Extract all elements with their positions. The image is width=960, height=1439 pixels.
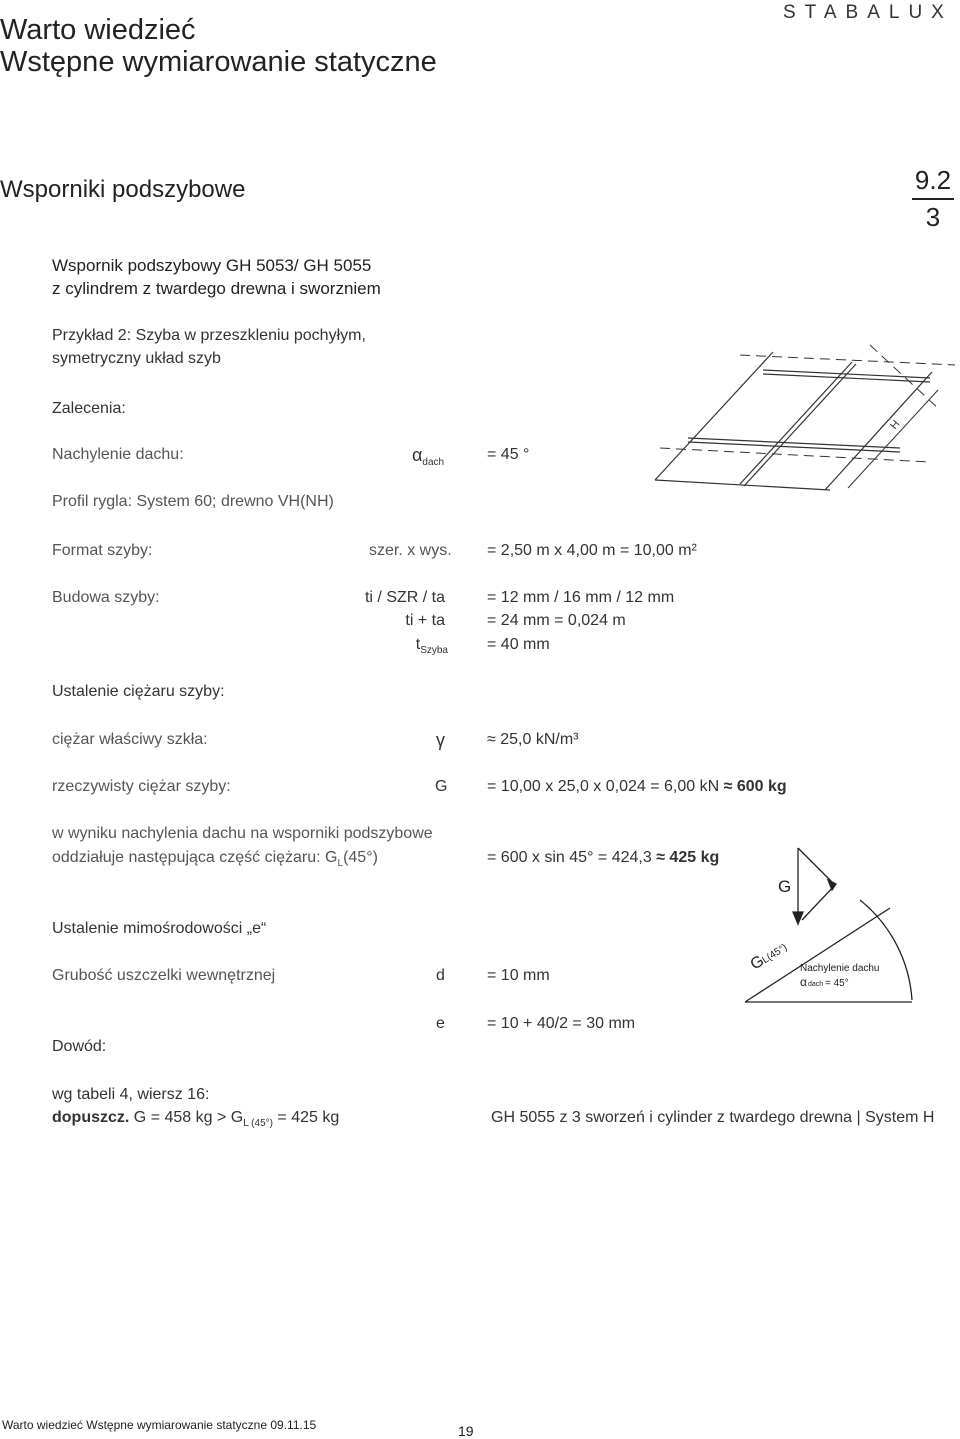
build-layers-value: = 12 mm / 16 mm / 12 mm (487, 589, 675, 606)
build-label: Budowa szyby: (52, 589, 160, 606)
middle-frame-line-2 (744, 364, 856, 486)
gasket-label: Grubość uszczelki wewnętrznej (52, 967, 276, 984)
alpha-caption-sub: dach (808, 981, 824, 988)
angle-arc (860, 900, 912, 1000)
proof-result-tail: = 425 kg (277, 1109, 340, 1126)
roof-slope-caption: Nachylenie dachu (800, 963, 880, 974)
format-dimension-label: szer. x wys. (369, 542, 452, 559)
build-layers-label: ti / SZR / ta (364, 589, 445, 606)
eccentricity-heading: Ustalenie mimośrodowości „e“ (52, 920, 267, 937)
right-frame-line (825, 372, 932, 490)
footer-date: 09.11.15 (270, 1418, 317, 1432)
gl-subscript: L(45°) (760, 942, 790, 967)
header-title-line1: Warto wiedzieć (0, 14, 196, 46)
section-title: Wsporniki podszybowe (0, 176, 246, 203)
gravity-arrowhead (793, 912, 803, 924)
triangle-side-edge (802, 885, 835, 920)
partial-weight-angle: (45°) (343, 849, 378, 866)
footer-text (2, 1418, 316, 1432)
proof-table-reference: wg tabeli 4, wiersz 16: (52, 1086, 210, 1103)
header-title-line2: Wstępne wymiarowanie statyczne (0, 46, 437, 78)
example-line2: symetryczny układ szyb (52, 350, 221, 367)
weight-heading: Ustalenie ciężaru szyby: (52, 683, 225, 700)
alpha-subscript: dach (422, 457, 445, 468)
footer-subtitle: Wstępne wymiarowanie statyczne (86, 1418, 268, 1432)
subtitle-line2: z cylindrem z twardego drewna i sworzniem (52, 279, 381, 298)
roof-slope-symbol (412, 445, 444, 468)
thickness-symbol: t (415, 636, 421, 653)
partial-weight-text: oddziałuje następująca część ciężaru: G (52, 849, 338, 866)
proof-result (52, 1109, 339, 1129)
component-arrowhead (828, 880, 836, 890)
grid-dim-label: H (888, 418, 903, 432)
gasket-symbol: d (436, 967, 445, 984)
real-weight-formula: = 10,00 x 25,0 x 0,024 = 6,00 kN (487, 778, 720, 795)
dash-middle (660, 448, 930, 462)
triangle-top-edge (798, 848, 835, 885)
profile-text: Profil rygla: System 60; drewno VH(NH) (52, 493, 334, 510)
alpha-symbol: α (412, 445, 423, 465)
real-weight-symbol: G (435, 778, 448, 795)
specific-weight-value: ≈ 25,0 kN/m³ (487, 731, 579, 748)
alpha-caption-value: = 45° (825, 978, 849, 989)
build-sum-value: = 24 mm = 0,024 m (487, 612, 626, 629)
force-diagram (740, 840, 920, 1010)
subtitle-line1: Wspornik podszybowy GH 5053/ GH 5055 (52, 256, 372, 275)
section-number-top: 9.2 (914, 165, 952, 195)
roof-slope-value: = 45 ° (487, 446, 530, 463)
thickness-subscript: Szyba (420, 645, 448, 656)
partial-weight-result: ≈ 425 kg (656, 849, 720, 866)
build-thickness-label (416, 636, 448, 656)
gamma-symbol: γ (436, 730, 445, 750)
format-label: Format szyby: (52, 542, 153, 559)
left-edge-line (655, 352, 773, 480)
page-number: 19 (458, 1423, 474, 1439)
example-line1: Przykład 2: Szyba w przeszkleniu pochyłym, (52, 327, 366, 344)
format-value: = 2,50 m x 4,00 m = 10,00 m² (487, 542, 697, 559)
recommendations-heading: Zalecenia: (52, 400, 126, 417)
real-weight-result: ≈ 600 kg (723, 778, 787, 795)
section-number-bottom: 3 (925, 202, 941, 232)
g-label: G (778, 877, 792, 896)
gl-label: G (747, 952, 768, 974)
partial-weight-value (487, 849, 719, 867)
partial-weight-line2 (52, 849, 378, 869)
top-rail-1 (763, 370, 930, 378)
partial-weight-formula: = 600 x sin 45° = 424,3 (487, 849, 652, 866)
middle-frame-line-1 (740, 362, 852, 484)
alpha-caption: α (800, 975, 807, 989)
proof-result-sub: L (45°) (243, 1118, 273, 1129)
specific-weight-label: ciężar właściwy szkła: (52, 731, 208, 748)
partial-weight-line1: w wyniku nachylenia dachu na wsporniki podszybowe (52, 825, 433, 842)
proof-result-text: G = 458 kg > G (133, 1109, 244, 1126)
footer-title: Warto wiedzieć (2, 1418, 83, 1432)
brand-logo: STABALUX (783, 2, 953, 23)
eccentricity-value: = 10 + 40/2 = 30 mm (487, 1015, 636, 1032)
partial-weight-sub: L (337, 858, 344, 869)
real-weight-value (487, 778, 787, 796)
build-thickness-value: = 40 mm (487, 636, 550, 653)
section-number-divider (912, 198, 954, 200)
roof-slope-label: Nachylenie dachu: (52, 446, 184, 463)
proof-product: GH 5055 z 3 sworzeń i cylinder z twardego drewna | System H (491, 1109, 935, 1126)
glazing-grid-diagram (640, 330, 960, 500)
dash-top (740, 355, 955, 365)
real-weight-label: rzeczywisty ciężar szyby: (52, 778, 231, 795)
build-sum-label: ti + ta (405, 612, 445, 629)
dimension-line (848, 390, 938, 488)
gasket-value: = 10 mm (487, 967, 550, 984)
proof-result-prefix: dopuszcz. (52, 1109, 130, 1126)
section-number (908, 165, 958, 233)
proof-label: Dowód: (52, 1038, 107, 1055)
eccentricity-symbol: e (436, 1015, 445, 1032)
